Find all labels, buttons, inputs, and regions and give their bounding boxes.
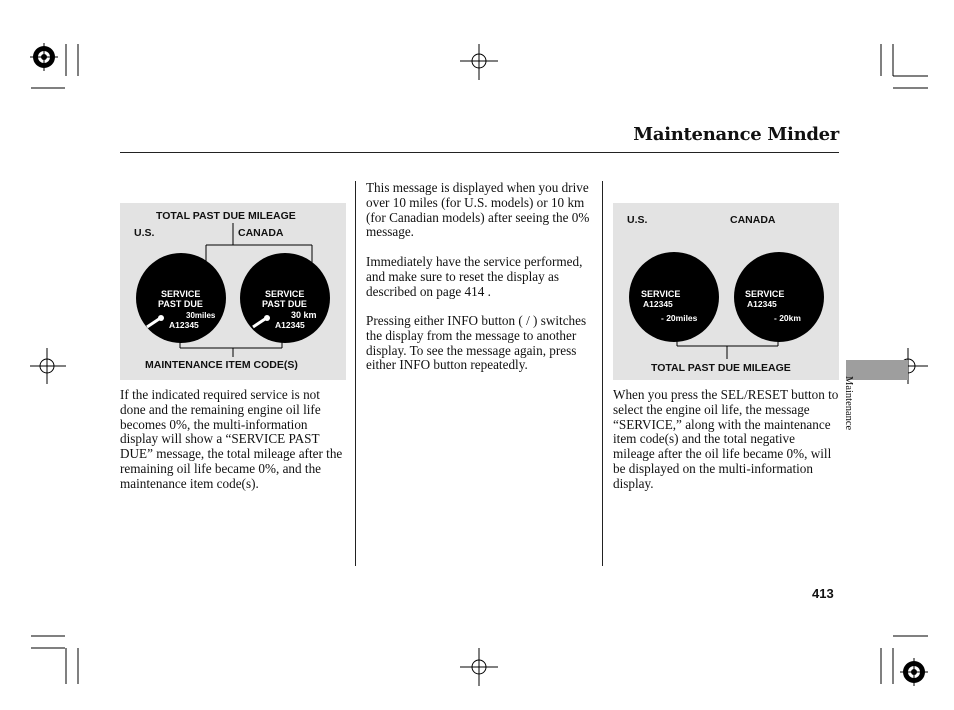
total-past-due-label: TOTAL PAST DUE MILEAGE xyxy=(651,362,791,374)
display-line1: SERVICE xyxy=(265,289,305,299)
middle-paragraph-2: Immediately have the service performed, and make sure to reset the display as described on page 414 . xyxy=(366,254,583,299)
page-title: Maintenance Minder xyxy=(633,124,839,145)
maintenance-code-label: MAINTENANCE ITEM CODE(S) xyxy=(145,359,298,371)
display-code: A12345 xyxy=(169,320,199,330)
right-paragraph: When you press the SEL/RESET button to select the engine oil life, the message “SERVICE,” along with the maintenance item code(s) and the total negative mileage after the oil life became 0%, will be displayed on the multi-information display. xyxy=(613,387,839,491)
display-code: A12345 xyxy=(275,320,305,330)
display-mileage: 30miles xyxy=(186,311,216,320)
wrench-icon xyxy=(146,315,166,329)
display-line1: SERVICE xyxy=(745,289,785,299)
display-line2: PAST DUE xyxy=(158,299,203,309)
canada-label: CANADA xyxy=(730,214,776,226)
left-paragraph: If the indicated required service is not done and the remaining engine oil life becomes 0%, the multi-information display will show a “SERVICE PAST DUE” message, the total mileage after the remaining oil life became 0%, and the maintenance item code(s). xyxy=(120,387,343,491)
display-line1: SERVICE xyxy=(641,289,681,299)
canada-display xyxy=(734,252,824,342)
us-label: U.S. xyxy=(134,227,155,239)
service-negative-mileage-figure xyxy=(613,203,839,380)
display-mileage: - 20km xyxy=(774,313,801,323)
us-display xyxy=(136,253,226,343)
us-label: U.S. xyxy=(627,214,648,226)
display-line2: PAST DUE xyxy=(262,299,307,309)
canada-label: CANADA xyxy=(238,227,284,239)
canada-display xyxy=(240,253,330,343)
section-tab-text: Maintenance xyxy=(843,376,854,431)
column-divider xyxy=(602,181,603,566)
display-mileage: - 20miles xyxy=(661,313,698,323)
display-code: A12345 xyxy=(643,299,673,309)
wrench-icon xyxy=(252,315,272,329)
page-number: 413 xyxy=(812,586,834,601)
us-display xyxy=(629,252,719,342)
title-rule xyxy=(120,152,839,153)
service-past-due-figure xyxy=(120,203,346,380)
middle-paragraph-3: Pressing either INFO button ( / ) switches the display from the message to another display. To see the message again, press either INFO button repeatedly. xyxy=(366,313,587,373)
section-tab-label xyxy=(843,376,863,448)
display-line1: SERVICE xyxy=(161,289,201,299)
display-mileage: 30 km xyxy=(291,310,317,320)
column-divider xyxy=(355,181,356,566)
middle-paragraph-1: This message is displayed when you drive over 10 miles (for U.S. models) or 10 km (for Canadian models) after seeing the 0% message. xyxy=(366,180,590,240)
display-code: A12345 xyxy=(747,299,777,309)
total-past-due-label: TOTAL PAST DUE MILEAGE xyxy=(156,210,296,222)
